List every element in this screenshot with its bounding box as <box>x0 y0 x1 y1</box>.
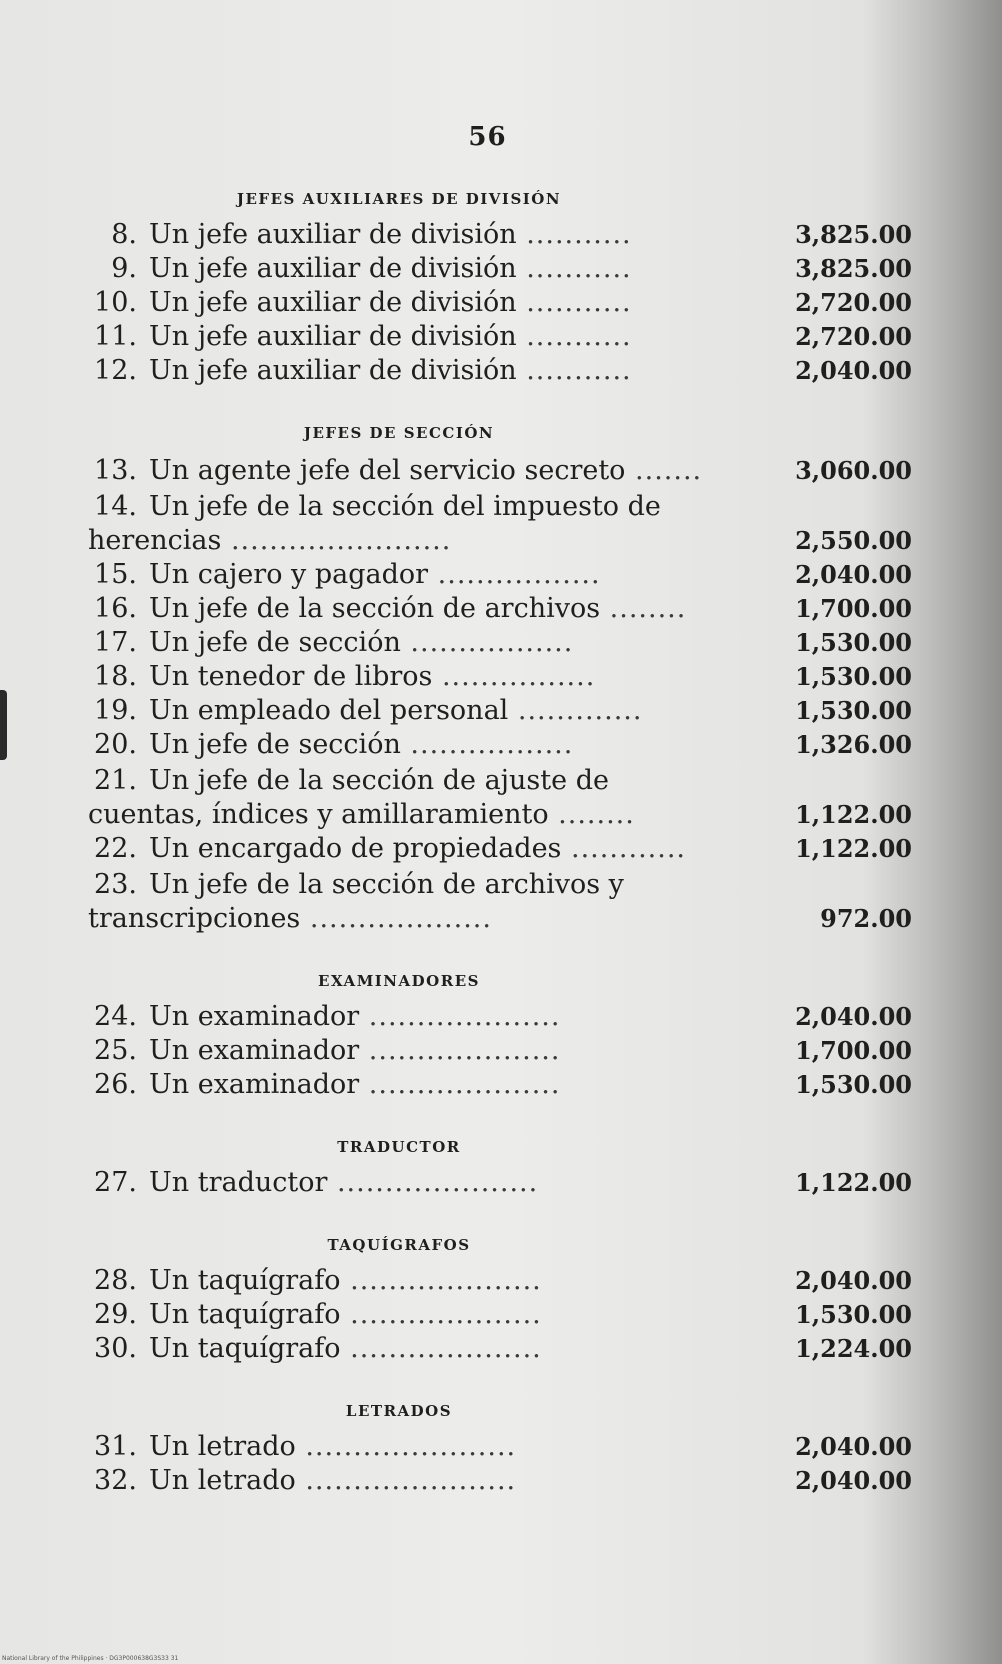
item-number: 24. <box>94 1001 137 1032</box>
item-amount: 2,040.00 <box>795 1466 912 1495</box>
list-item <box>88 762 912 832</box>
item-amount: 1,700.00 <box>795 594 912 623</box>
leader-dots: ................. <box>428 559 601 590</box>
item-description <box>92 1166 706 1200</box>
item-description <box>92 454 706 488</box>
item-number: 16. <box>94 593 137 624</box>
item-description <box>88 764 706 832</box>
section-spacer <box>92 1366 912 1386</box>
leader-dots: ..................... <box>327 1167 539 1198</box>
section-heading: TRADUCTOR <box>337 1138 461 1156</box>
page-number: 56 <box>468 122 507 152</box>
item-amount: 972.00 <box>820 904 912 933</box>
item-label: Un jefe auxiliar de división <box>149 355 517 386</box>
item-label: Un empleado del personal <box>149 695 509 726</box>
leader-dots: ................... <box>300 903 492 934</box>
item-amount: 2,720.00 <box>795 288 912 317</box>
item-label: Un examinador <box>149 1035 360 1066</box>
item-label: Un tenedor de libros <box>149 661 433 692</box>
item-label: Un cajero y pagador <box>149 559 429 590</box>
leader-dots: ................. <box>400 729 574 760</box>
item-amount: 1,122.00 <box>795 800 912 829</box>
item-number: 21. <box>94 765 137 796</box>
item-number: 31. <box>94 1431 137 1462</box>
item-description <box>92 558 706 592</box>
item-number: 23. <box>94 869 137 900</box>
list-item <box>92 558 912 592</box>
list-item <box>92 1034 912 1068</box>
section-spacer <box>92 936 912 956</box>
item-number: 19. <box>94 695 137 726</box>
item-label: Un jefe de sección <box>149 627 401 658</box>
item-description <box>92 320 706 354</box>
item-description <box>92 660 706 694</box>
list-item <box>92 1464 912 1498</box>
item-label: Un examinador <box>149 1001 360 1032</box>
item-label: Un examinador <box>149 1069 360 1100</box>
list-item <box>92 1298 912 1332</box>
list-item <box>88 866 912 936</box>
item-amount: 2,040.00 <box>795 1432 912 1461</box>
item-amount: 3,060.00 <box>795 456 912 485</box>
item-description <box>92 354 706 388</box>
item-number: 30. <box>94 1333 137 1364</box>
leader-dots: .................... <box>359 1001 561 1032</box>
leader-dots: ........... <box>516 321 632 352</box>
leader-dots: ................ <box>432 661 596 692</box>
item-number: 14. <box>94 491 137 522</box>
item-amount: 2,550.00 <box>795 526 912 555</box>
item-description <box>92 1430 706 1464</box>
item-label: Un jefe de la sección del impuesto de <box>149 491 661 522</box>
item-number: 13. <box>94 455 137 486</box>
leader-dots: .................... <box>359 1035 561 1066</box>
item-amount: 1,122.00 <box>795 1168 912 1197</box>
item-amount: 1,326.00 <box>795 730 912 759</box>
item-number: 18. <box>94 661 137 692</box>
binding-mark <box>0 690 7 760</box>
item-description <box>92 832 706 866</box>
item-label: Un taquígrafo <box>149 1333 341 1364</box>
item-amount: 2,040.00 <box>795 356 912 385</box>
section-heading: EXAMINADORES <box>318 972 480 990</box>
item-number: 17. <box>94 627 137 658</box>
leader-dots: ........... <box>516 287 632 318</box>
item-description <box>92 728 706 762</box>
leader-dots: ........ <box>548 799 635 830</box>
item-label: Un letrado <box>149 1431 296 1462</box>
item-number: 25. <box>94 1035 137 1066</box>
item-number: 29. <box>94 1299 137 1330</box>
leader-dots: ........... <box>516 253 632 284</box>
section-heading: JEFES DE SECCIÓN <box>303 424 495 442</box>
item-label: Un traductor <box>149 1167 328 1198</box>
item-amount: 1,122.00 <box>795 834 912 863</box>
item-label-continued: herencias <box>88 525 222 556</box>
leader-dots: ........... <box>516 219 632 250</box>
leader-dots: ............. <box>508 695 643 726</box>
item-label: Un jefe auxiliar de división <box>149 253 517 284</box>
item-number: 11. <box>94 321 137 352</box>
list-item <box>92 454 912 488</box>
leader-dots: .................... <box>340 1299 542 1330</box>
item-label: Un taquígrafo <box>149 1299 341 1330</box>
item-description <box>92 1000 706 1034</box>
item-amount: 1,530.00 <box>795 1070 912 1099</box>
list-item <box>88 488 912 558</box>
list-item <box>92 1166 912 1200</box>
item-description <box>92 252 706 286</box>
item-amount: 2,040.00 <box>795 1002 912 1031</box>
item-amount: 1,530.00 <box>795 1300 912 1329</box>
list-item <box>92 252 912 286</box>
item-number: 20. <box>94 729 137 760</box>
item-amount: 2,720.00 <box>795 322 912 351</box>
leader-dots: .................... <box>359 1069 561 1100</box>
item-description <box>92 1264 706 1298</box>
item-label: Un jefe auxiliar de división <box>149 219 517 250</box>
item-number: 12. <box>94 355 137 386</box>
item-label: Un jefe de la sección de archivos y <box>149 869 624 900</box>
item-number: 9. <box>111 253 137 284</box>
leader-dots: ...................... <box>295 1465 517 1496</box>
salary-list <box>88 190 912 1498</box>
item-label: Un jefe de la sección de archivos <box>149 593 601 624</box>
section-heading: TAQUÍGRAFOS <box>327 1236 471 1254</box>
leader-dots: .................... <box>340 1265 542 1296</box>
item-amount: 1,530.00 <box>795 662 912 691</box>
leader-dots: .................... <box>340 1333 542 1364</box>
item-label: Un agente jefe del servicio secreto <box>149 455 626 486</box>
item-number: 22. <box>94 833 137 864</box>
item-number: 32. <box>94 1465 137 1496</box>
item-description <box>92 1034 706 1068</box>
section-spacer <box>92 1200 912 1220</box>
item-number: 15. <box>94 559 137 590</box>
item-number: 28. <box>94 1265 137 1296</box>
list-item <box>92 1264 912 1298</box>
item-amount: 3,825.00 <box>795 254 912 283</box>
item-amount: 2,040.00 <box>795 560 912 589</box>
item-amount: 3,825.00 <box>795 220 912 249</box>
list-item <box>92 694 912 728</box>
list-item <box>92 1068 912 1102</box>
item-description <box>92 218 706 252</box>
item-number: 26. <box>94 1069 137 1100</box>
list-item <box>92 1332 912 1366</box>
leader-dots: ....................... <box>221 525 452 556</box>
leader-dots: ...................... <box>295 1431 517 1462</box>
list-item <box>92 728 912 762</box>
list-item <box>92 218 912 252</box>
leader-dots: ............ <box>561 833 686 864</box>
list-item <box>92 320 912 354</box>
item-number: 10. <box>94 287 137 318</box>
item-label: Un jefe de sección <box>149 729 401 760</box>
item-amount: 1,530.00 <box>795 628 912 657</box>
section-heading: JEFES AUXILIARES DE DIVISIÓN <box>236 190 562 208</box>
item-label-continued: cuentas, índices y amillaramiento <box>88 799 549 830</box>
item-number: 27. <box>94 1167 137 1198</box>
item-amount: 1,224.00 <box>795 1334 912 1363</box>
item-label: Un jefe auxiliar de división <box>149 287 517 318</box>
section-spacer <box>92 388 912 410</box>
item-label: Un letrado <box>149 1465 296 1496</box>
section-spacer <box>92 1102 912 1122</box>
list-item <box>92 832 912 866</box>
item-description <box>92 286 706 320</box>
item-label: Un jefe de la sección de ajuste de <box>149 765 609 796</box>
item-label-continued: transcripciones <box>88 903 301 934</box>
leader-dots: ....... <box>625 455 703 486</box>
list-item <box>92 354 912 388</box>
item-number: 8. <box>111 219 137 250</box>
item-label: Un jefe auxiliar de división <box>149 321 517 352</box>
item-amount: 2,040.00 <box>795 1266 912 1295</box>
item-description <box>92 1464 706 1498</box>
list-item <box>92 626 912 660</box>
item-label: Un taquígrafo <box>149 1265 341 1296</box>
leader-dots: ........ <box>600 593 687 624</box>
scan-footer-note: National Library of the Philippines · DG3P000638G3S33 31 <box>2 1655 179 1662</box>
section-heading: LETRADOS <box>345 1402 453 1420</box>
item-description <box>92 694 706 728</box>
item-description <box>92 1298 706 1332</box>
item-description <box>88 490 706 558</box>
list-item <box>92 1430 912 1464</box>
item-label: Un encargado de propiedades <box>149 833 562 864</box>
list-item <box>92 286 912 320</box>
list-item <box>92 660 912 694</box>
item-amount: 1,700.00 <box>795 1036 912 1065</box>
item-amount: 1,530.00 <box>795 696 912 725</box>
item-description <box>92 1332 706 1366</box>
leader-dots: ................. <box>400 627 574 658</box>
item-description <box>92 626 706 660</box>
list-item <box>92 1000 912 1034</box>
list-item <box>92 592 912 626</box>
item-description <box>92 592 706 626</box>
leader-dots: ........... <box>516 355 632 386</box>
item-description <box>92 1068 706 1102</box>
item-description <box>88 868 706 936</box>
